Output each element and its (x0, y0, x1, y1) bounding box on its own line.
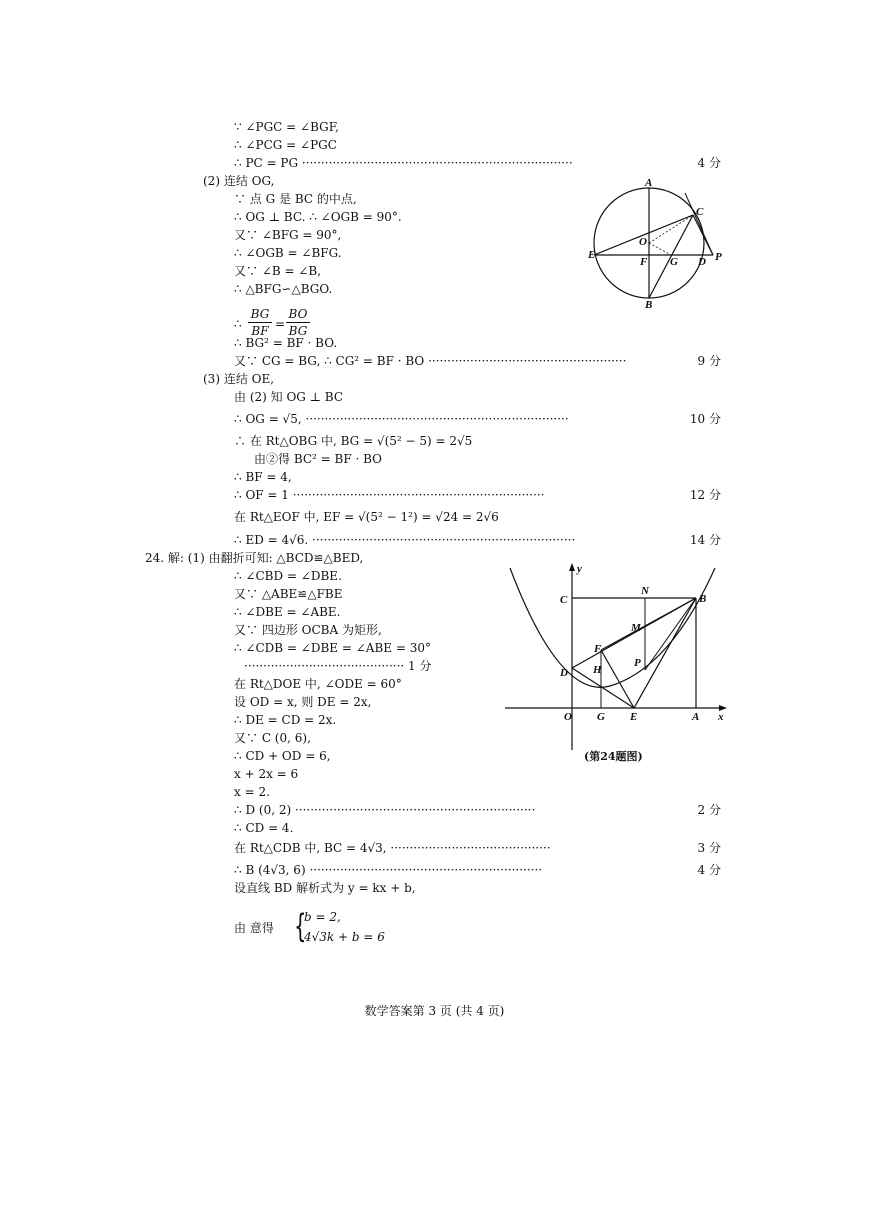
fig2-label-F: F (594, 643, 602, 655)
fig2-label-D: D (560, 667, 568, 679)
score-mark: 12 分 (689, 488, 721, 502)
solution-line: ∴ CD = 4. (234, 821, 294, 835)
solution-line: ∴ ∠OGB = ∠BFG. (234, 246, 342, 260)
solution-line: ∵ 点 G 是 BC 的中点, (234, 192, 357, 206)
score-mark: 2 分 (697, 803, 721, 817)
score-mark: 4 分 (697, 156, 721, 170)
solution-line: 设直线 BD 解析式为 y = kx + b, (234, 881, 416, 895)
solution-line: 在 Rt△DOE 中, ∠ODE = 60° (234, 677, 402, 691)
fig1-label-C: C (696, 206, 704, 218)
solution-line: ∴ PC = PG ······································································· (234, 156, 573, 170)
fig2-label-O: O (564, 711, 572, 723)
solution-line: 又∵ CG = BG, ∴ CG² = BF · BO ···················································· (234, 354, 627, 368)
solution-line: ∴ CD + OD = 6, (234, 749, 331, 763)
solution-line: 设 OD = x, 则 DE = 2x, (234, 695, 372, 709)
solution-line: ∴ 在 Rt△OBG 中, BG = √(5² − 5) = 2√5 (234, 434, 473, 448)
fig2-label-N: N (641, 585, 649, 597)
solution-line: 由②得 BC² = BF · BO (254, 452, 382, 466)
solution-line: 由 (2) 知 OG ⊥ BC (234, 390, 344, 404)
fig2-label-H: H (593, 664, 602, 676)
solution-line: 又∵ C (0, 6), (234, 731, 311, 745)
circle-figure (585, 175, 725, 310)
solution-line: ∴ △BFG∽△BGO. (234, 282, 333, 296)
solution-line: ∴ ∠PCG = ∠PGC (234, 138, 337, 152)
solution-line: (3) 连结 OE, (203, 372, 275, 386)
solution-line: ∴ ∠CDB = ∠DBE = ∠ABE = 30° (234, 641, 431, 655)
solution-line: ∴ D (0, 2) ······························································· (234, 803, 536, 817)
solution-line: 又∵ ∠BFG = 90°, (234, 228, 342, 242)
fig2-label-A: A (692, 711, 700, 723)
solution-line: ∵ ∠PGC = ∠BGF, (234, 120, 339, 134)
fig2-label-G: G (597, 711, 605, 723)
solution-line: x = 2. (234, 785, 270, 799)
solution-line: ∴ BF = 4, (234, 470, 292, 484)
score-mark: 10 分 (689, 412, 721, 426)
fig1-label-O: O (639, 236, 647, 248)
score-mark: 4 分 (697, 863, 721, 877)
fig1-label-B: B (645, 299, 653, 310)
solution-line: 24. 解: (1) 由翻折可知: △BCD≌△BED, (145, 551, 364, 565)
fig1-label-D: D (698, 256, 706, 268)
solution-line: ∴ B (4√3, 6) ····························································· (234, 863, 543, 877)
solution-line: ∴ ED = 4√6. ····································································· (234, 533, 576, 547)
solution-line: ∴ ∠DBE = ∠ABE. (234, 605, 341, 619)
fig2-label-x: x (718, 711, 724, 723)
brace: { (294, 907, 307, 945)
solution-line: ∴ OF = 1 ·································································· (234, 488, 545, 502)
solution-line: ·········································· 1 分 (244, 659, 432, 673)
fig2-label-B: B (699, 593, 707, 605)
coordinate-figure (500, 560, 730, 755)
solution-line: ∴ OG ⊥ BC. ∴ ∠OGB = 90°. (234, 210, 402, 224)
page-footer: 数学答案第 3 页 (共 4 页) (364, 1004, 505, 1018)
fig2-label-M: M (631, 622, 641, 634)
score-mark: 9 分 (697, 354, 721, 368)
solution-line: 又∵ ∠B = ∠B, (234, 264, 322, 278)
fraction-2: BO BG (286, 306, 310, 339)
fraction-1: BG BF (248, 306, 272, 339)
fig1-label-E: E (588, 249, 596, 261)
solution-line: x + 2x = 6 (234, 767, 299, 781)
fig1-label-P: P (715, 251, 722, 263)
solution-line: 在 Rt△EOF 中, EF = √(5² − 1²) = √24 = 2√6 (234, 510, 499, 524)
fig1-label-G: G (670, 256, 678, 268)
score-mark: 3 分 (697, 841, 721, 855)
solution-line: 又∵ 四边形 OCBA 为矩形, (234, 623, 382, 637)
solution-line: 在 Rt△CDB 中, BC = 4√3, ·········································· (234, 841, 551, 855)
solution-line: ∴ OG = √5, ····································································· (234, 412, 569, 426)
fig2-label-y: y (577, 563, 582, 575)
solution-line: 又∵ △ABE≌△FBE (234, 587, 343, 601)
solution-line: (2) 连结 OG, (203, 174, 275, 188)
fig1-label-F: F (640, 256, 648, 268)
fig2-label-E: E (630, 711, 638, 723)
solution-line: ∴ BG² = BF · BO. (234, 336, 338, 350)
solution-line: ∴ DE = CD = 2x. (234, 713, 337, 727)
solution-line: ∴ ∠CBD = ∠DBE. (234, 569, 342, 583)
fig2-label-P: P (634, 657, 641, 669)
fig2-label-C: C (560, 594, 568, 606)
score-mark: 14 分 (689, 533, 721, 547)
answer-sheet-page: ∵ ∠PGC = ∠BGF, ∴ ∠PCG = ∠PGC ∴ PC = PG ······································································· (2) 连结 OG, ∵ 点 G 是 BC 的中点, ∴ OG ⊥ BC. ∴ ∠OGB = 90°. 又∵ ∠BFG = 90°, ∴ ∠OGB = ∠BFG. 又∵ ∠B = ∠B, ∴ △BFG∽△BGO. ∴ BG² = BF · BO. 又∵ CG = BG, ∴ CG² = BF · BO ···················································· (3) 连结 OE, 由 (2) 知 OG ⊥ BC ∴ OG = √5, ····································································· ∴ 在 Rt△OBG 中, BG = √(5² − 5) = 2√5 由②得 BC² = BF · BO ∴ BF = 4, ∴ OF = 1 ·································································· 在 Rt△EOF 中, EF = √(5² − 1²) = √24 = 2√6 ∴ ED = 4√6. ····································································· 24. 解: (1) 由翻折可知: △BCD≌△BED, ∴ ∠CBD = ∠DBE. 又∵ △ABE≌△FBE ∴ ∠DBE = ∠ABE. 又∵ 四边形 OCBA 为矩形, ∴ ∠CDB = ∠DBE = ∠ABE = 30° ·········································· 1 分 在 Rt△DOE 中, ∠ODE = 60° 设 OD = x, 则 DE = 2x, ∴ DE = CD = 2x. 又∵ C (0, 6), ∴ CD + OD = 6, x + 2x = 6 x = 2. ∴ D (0, 2) ······························································· ∴ CD = 4. 在 Rt△CDB 中, BC = 4√3, ·········································· ∴ B (4√3, 6) ····························································· 设直线 BD 解析式为 y = kx + b, 4 分 9 分 10 分 12 分 14 分 2 分 3 分 4 分 ∴ BG BF = BO BG 由 意得 { b = 2, 4√3k + b = 6 A C E O F G D P B y x C N B M F D H P O G E A (第24题图) 数学答案第 3 页 (共 4 页) (0, 0, 869, 1228)
fig1-label-A: A (645, 177, 653, 189)
figure-caption: (第24题图) (584, 750, 643, 763)
